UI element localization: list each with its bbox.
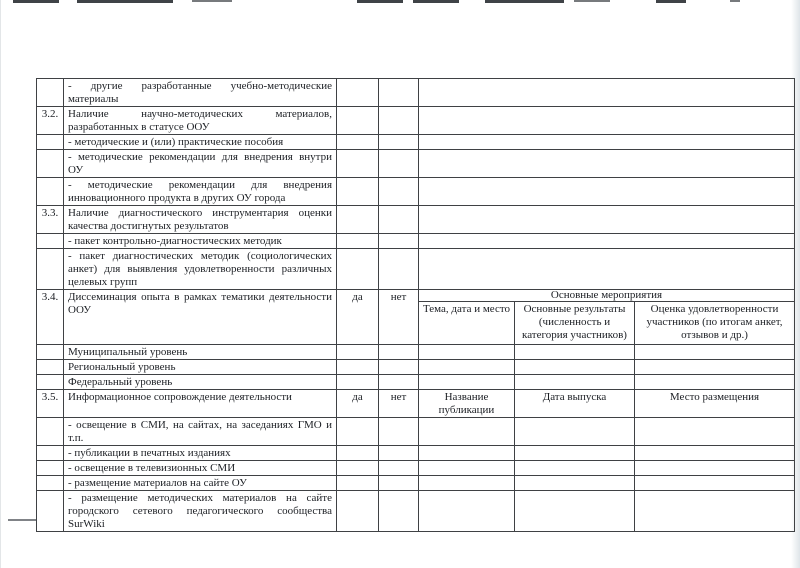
table-row — [37, 446, 795, 461]
no-cell — [379, 418, 419, 446]
row-number-cell — [37, 135, 64, 150]
row-number-cell — [37, 461, 64, 476]
empty-cell — [515, 491, 635, 532]
no-cell — [379, 206, 419, 234]
table-row — [37, 476, 795, 491]
table-row — [37, 135, 795, 150]
table-row — [37, 461, 795, 476]
criteria-text-cell: - публикации в печатных изданиях — [64, 446, 337, 461]
level-label-cell: Федеральный уровень — [64, 375, 337, 390]
empty-cell — [635, 461, 795, 476]
yes-cell — [337, 418, 379, 446]
criteria-text-cell: - другие разработанные учебно-методические материалы — [64, 79, 337, 107]
scan-artifact-left-edge — [0, 0, 1, 568]
empty-cell — [635, 476, 795, 491]
table-row — [37, 234, 795, 249]
row-number-cell: 3.4. — [37, 290, 64, 345]
yes-cell — [337, 360, 379, 375]
yes-cell — [337, 446, 379, 461]
no-cell — [379, 375, 419, 390]
empty-cell — [419, 234, 795, 249]
empty-cell — [419, 150, 795, 178]
no-cell — [379, 491, 419, 532]
subcol-results-cell: Основные результаты (численность и категория участников) — [515, 302, 635, 345]
table-row-3-5 — [37, 390, 795, 418]
no-cell — [379, 79, 419, 107]
row-number-cell — [37, 476, 64, 491]
table-row — [37, 107, 795, 135]
empty-cell — [635, 375, 795, 390]
criteria-text-cell: - размещение методических материалов на сайте городского сетевого педагогического сообщества SurWiki — [64, 491, 337, 532]
no-cell: нет — [379, 390, 419, 418]
row-number-cell — [37, 446, 64, 461]
no-cell — [379, 135, 419, 150]
yes-cell — [337, 206, 379, 234]
empty-cell — [419, 491, 515, 532]
no-cell — [379, 150, 419, 178]
yes-cell — [337, 375, 379, 390]
row-number-cell — [37, 418, 64, 446]
criteria-text-cell: Наличие диагностического инструментария оценки качества достигнутых результатов — [64, 206, 337, 234]
no-cell — [379, 360, 419, 375]
yes-cell — [337, 234, 379, 249]
empty-cell — [419, 107, 795, 135]
empty-cell — [515, 345, 635, 360]
assessment-criteria-table — [36, 78, 795, 532]
yes-cell — [337, 476, 379, 491]
empty-cell — [515, 446, 635, 461]
table-row — [37, 491, 795, 532]
row-number-cell: 3.2. — [37, 107, 64, 135]
yes-cell — [337, 79, 379, 107]
criteria-text-cell: - пакет диагностических методик (социологических анкет) для выявления удовлетворенности различных целевых групп — [64, 249, 337, 290]
row-number-cell — [37, 360, 64, 375]
row-number-cell — [37, 375, 64, 390]
no-cell: нет — [379, 290, 419, 345]
empty-cell — [635, 491, 795, 532]
criteria-text-cell: - освещение в СМИ, на сайтах, на заседаниях ГМО и т.п. — [64, 418, 337, 446]
empty-cell — [635, 418, 795, 446]
row-number-cell: 3.5. — [37, 390, 64, 418]
empty-cell — [635, 360, 795, 375]
empty-cell — [419, 178, 795, 206]
table-row-3-4 — [37, 290, 795, 302]
no-cell — [379, 461, 419, 476]
col-placement-cell: Место размещения — [635, 390, 795, 418]
empty-cell — [635, 446, 795, 461]
table-row-level — [37, 345, 795, 360]
col-publication-cell: Название публикации — [419, 390, 515, 418]
empty-cell — [419, 476, 515, 491]
level-label-cell: Муниципальный уровень — [64, 345, 337, 360]
yes-cell — [337, 107, 379, 135]
no-cell — [379, 178, 419, 206]
criteria-text-cell: - пакет контрольно-диагностических методик — [64, 234, 337, 249]
no-cell — [379, 446, 419, 461]
table-row-level — [37, 360, 795, 375]
criteria-text-cell: - освещение в телевизионных СМИ — [64, 461, 337, 476]
table-row — [37, 79, 795, 107]
subcol-satisfaction-cell: Оценка удовлетворенности участников (по итогам анкет, отзывов и др.) — [635, 302, 795, 345]
empty-cell — [515, 461, 635, 476]
empty-cell — [515, 375, 635, 390]
empty-cell — [515, 476, 635, 491]
empty-cell — [515, 418, 635, 446]
level-label-cell: Региональный уровень — [64, 360, 337, 375]
yes-cell — [337, 178, 379, 206]
row-number-cell — [37, 345, 64, 360]
yes-cell — [337, 249, 379, 290]
no-cell — [379, 107, 419, 135]
row-number-cell — [37, 150, 64, 178]
col-release-date-cell: Дата выпуска — [515, 390, 635, 418]
yes-cell — [337, 491, 379, 532]
yes-cell — [337, 135, 379, 150]
criteria-text-cell: - методические рекомендации для внедрения инновационного продукта в других ОУ города — [64, 178, 337, 206]
yes-cell — [337, 461, 379, 476]
no-cell — [379, 249, 419, 290]
empty-cell — [635, 345, 795, 360]
yes-cell — [337, 150, 379, 178]
table-row-level — [37, 375, 795, 390]
empty-cell — [419, 375, 515, 390]
criteria-text-cell: - методические рекомендации для внедрения внутри ОУ — [64, 150, 337, 178]
subcol-theme-cell: Тема, дата и место — [419, 302, 515, 345]
row-number-cell — [37, 234, 64, 249]
row-number-cell — [37, 249, 64, 290]
empty-cell — [419, 79, 795, 107]
row-number-cell: 3.3. — [37, 206, 64, 234]
scan-artifact-bottom-dash — [8, 519, 36, 521]
table-row — [37, 150, 795, 178]
empty-cell — [419, 418, 515, 446]
criteria-text-cell: Информационное сопровождение деятельности — [64, 390, 337, 418]
no-cell — [379, 345, 419, 360]
no-cell — [379, 234, 419, 249]
criteria-text-cell: - размещение материалов на сайте ОУ — [64, 476, 337, 491]
yes-cell: да — [337, 390, 379, 418]
criteria-text-cell: - методические и (или) практические пособия — [64, 135, 337, 150]
empty-cell — [419, 446, 515, 461]
empty-cell — [419, 206, 795, 234]
row-number-cell — [37, 178, 64, 206]
criteria-text-cell: Наличие научно-методических материалов, разработанных в статусе ООУ — [64, 107, 337, 135]
row-number-cell — [37, 79, 64, 107]
table-row — [37, 178, 795, 206]
criteria-text-cell: Диссеминация опыта в рамках тематики деятельности ООУ — [64, 290, 337, 345]
empty-cell — [419, 345, 515, 360]
events-header-cell: Основные мероприятия — [419, 290, 795, 302]
empty-cell — [419, 360, 515, 375]
empty-cell — [515, 360, 635, 375]
yes-cell: да — [337, 290, 379, 345]
table-row — [37, 206, 795, 234]
yes-cell — [337, 345, 379, 360]
no-cell — [379, 476, 419, 491]
table-row — [37, 418, 795, 446]
empty-cell — [419, 461, 515, 476]
empty-cell — [419, 135, 795, 150]
row-number-cell — [37, 491, 64, 532]
empty-cell — [419, 249, 795, 290]
table-row — [37, 249, 795, 290]
